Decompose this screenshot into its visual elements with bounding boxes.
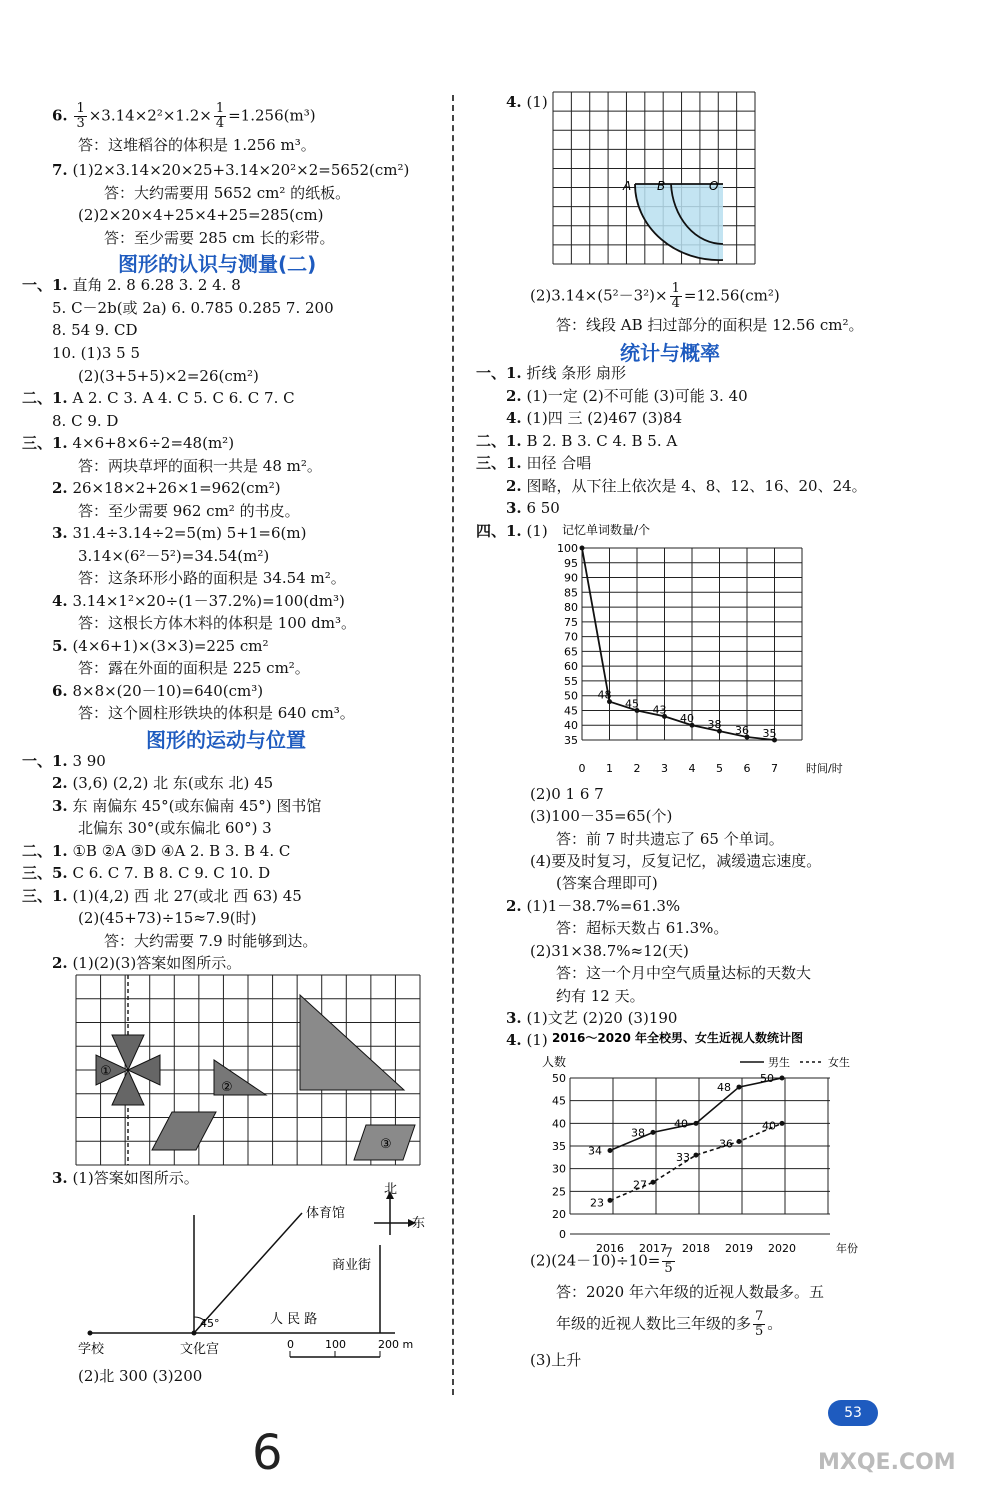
- answer-text: 答：线段 AB 扫过部分的面积是 12.56 cm²。: [556, 316, 864, 334]
- answer-line: 北偏东 30°(或东偏北 60°) 3: [78, 819, 272, 837]
- y-tick-label: 25: [552, 1185, 566, 1199]
- y-tick-label: 95: [564, 556, 578, 570]
- answer-line: 2. 图略，从下往上依次是 4、8、12、16、20、24。: [506, 477, 867, 495]
- answer-line: (2)(45+73)÷15≈7.9(时): [78, 909, 257, 927]
- data-label: 38: [707, 718, 722, 732]
- y-tick-label: 75: [564, 615, 578, 629]
- fraction: $\frac{7}{5}$: [664, 1246, 673, 1276]
- answer-text: 答：前 7 时共遗忘了 65 个单词。: [556, 830, 784, 848]
- compass-icon: [374, 1182, 425, 1235]
- svg-text:A: A: [623, 179, 632, 193]
- svg-text:100: 100: [325, 1338, 346, 1351]
- answer-line: (3)上升: [530, 1351, 582, 1369]
- section-title: 图形的认识与测量(二): [118, 252, 317, 276]
- data-label: 45: [625, 697, 639, 711]
- svg-text:B: B: [657, 179, 666, 193]
- answer-line: 2. (1)一定 (2)不可能 (3)可能 3. 40: [506, 387, 748, 405]
- data-label: 48: [717, 1081, 731, 1095]
- y-tick-label: 100: [557, 542, 578, 555]
- answer-line: (2)3.14×(5²－3²)× $\frac{1}{4}$ =12.56(cm²): [530, 281, 780, 311]
- answer-line: (2)0 1 6 7: [530, 785, 604, 803]
- fraction: $\frac{1}{3}$: [76, 101, 85, 131]
- series-line-male: [610, 1078, 782, 1151]
- data-label: 43: [652, 703, 667, 717]
- x-axis-label: 年份: [836, 1242, 858, 1255]
- answer-line: (2)(3+5+5)×2=26(cm²): [78, 367, 259, 385]
- answer-text: 答：大约需要 7.9 时能够到达。: [104, 932, 318, 950]
- answer-line: 5. C－2b(或 2a) 6. 0.785 0.285 7. 200: [52, 299, 334, 317]
- school-label: 学校: [78, 1342, 105, 1357]
- data-point: [608, 1148, 613, 1153]
- answer-line: 一、1. 3 90: [22, 752, 106, 770]
- answer-line: 3. (1)文艺 (2)20 (3)190: [506, 1009, 678, 1027]
- y-tick-label: 50: [564, 689, 578, 703]
- answer-line: (2)31×38.7%≈12(天): [530, 942, 689, 960]
- y-tick-label: 40: [552, 1117, 566, 1131]
- answer-line: 一、1. 直角 2. 8 6.28 3. 2 4. 8: [22, 276, 241, 294]
- gym-label: 体育馆: [306, 1206, 346, 1221]
- data-label: 35: [762, 727, 777, 740]
- legend-female: 女生: [828, 1056, 850, 1069]
- answer-line: 8. C 9. D: [52, 412, 119, 430]
- data-label: 40: [762, 1119, 776, 1133]
- legend-male: 男生: [768, 1056, 790, 1069]
- fraction: $\frac{1}{4}$: [215, 101, 225, 131]
- chart2-title: 2016～2020 年全校男、女生近视人数统计图: [552, 1031, 803, 1045]
- palace-label: 文化宫: [180, 1342, 220, 1357]
- data-label: 38: [631, 1126, 645, 1140]
- answer-line: 二、1. B 2. B 3. C 4. B 5. A: [476, 432, 678, 450]
- answer-line: 3. 东 南偏东 45°(或东偏南 45°) 图书馆: [52, 797, 322, 815]
- y-tick-label: 45: [552, 1094, 566, 1108]
- data-point: [694, 1121, 699, 1126]
- answer-line: 2. (1)(2)(3)答案如图所示。: [52, 954, 242, 972]
- answer-line: 2. (3,6) (2,2) 北 东(或东 北) 45: [52, 774, 274, 792]
- y-tick-label: 45: [564, 704, 578, 718]
- x-tick-label: 0: [578, 762, 586, 775]
- answer-line: 4. (1): [506, 93, 548, 111]
- data-point: [737, 1085, 742, 1090]
- y-tick-label: 20: [552, 1208, 566, 1221]
- answer-6-volume: 6. $\frac{1}{3}$ ×3.14×2²×1.2× $\frac{1}{4}$ =1.256(m³): [52, 101, 316, 131]
- x-tick-label: 2019: [725, 1242, 753, 1255]
- answer-line: 2. 26×18×2+26×1=962(cm²): [52, 479, 281, 497]
- answer-7: 7. (1)2×3.14×20×25+3.14×20²×2=5652(cm²): [52, 161, 410, 179]
- east-label: 东: [412, 1216, 426, 1231]
- data-label: 36: [735, 724, 749, 738]
- x-tick-label: 2020: [768, 1242, 796, 1255]
- y-tick-label: 90: [564, 571, 578, 585]
- x-tick-label: 2016: [596, 1242, 624, 1255]
- answer-line: 4. (1): [506, 1031, 548, 1049]
- data-point: [608, 1198, 613, 1203]
- data-point: [780, 1121, 785, 1126]
- y-tick-label: 30: [552, 1162, 566, 1176]
- data-label: 40: [674, 1117, 688, 1131]
- data-point: [737, 1139, 742, 1144]
- answer-line: 一、1. 折线 条形 扇形: [476, 364, 626, 382]
- scale-bar: [287, 1338, 413, 1357]
- y-tick-label: 35: [552, 1140, 566, 1153]
- arc-grid-figure: [553, 92, 755, 264]
- x-tick-label: 7: [771, 762, 778, 775]
- data-label: 23: [590, 1196, 604, 1210]
- answer-text: 答：这一个月中空气质量达标的天数大: [556, 964, 812, 982]
- watermark: MXQE.COM: [818, 1450, 956, 1475]
- svg-text:0: 0: [287, 1338, 294, 1351]
- answer-text: 答：露在外面的面积是 225 cm²。: [78, 659, 310, 677]
- answer-text: 年级的近视人数比三年级的多 $\frac{7}{5}$ 。: [556, 1309, 783, 1339]
- data-point: [694, 1153, 699, 1158]
- data-point: [651, 1130, 656, 1135]
- answer-line: 三、5. C 6. C 7. B 8. C 9. C 10. D: [22, 864, 271, 882]
- answer-text: 答：超标天数占 61.3%。: [556, 919, 729, 937]
- svg-text:200 m: 200 m: [378, 1338, 414, 1351]
- handwritten-mark: 6: [252, 1425, 283, 1481]
- answer-line: (3)100－35=65(个): [530, 807, 673, 825]
- answer-text: 答：这堆稻谷的体积是 1.256 m³。: [78, 136, 316, 154]
- transform-grid-figure: [76, 975, 420, 1165]
- y-tick-label: 35: [564, 734, 578, 747]
- forgetting-curve-chart: [552, 520, 862, 782]
- y-tick-label: 65: [564, 645, 578, 659]
- answer-text: 约有 12 天。: [556, 987, 645, 1005]
- section-title: 图形的运动与位置: [146, 728, 306, 752]
- answer-line: 三、1. 田径 合唱: [476, 454, 592, 472]
- answer-text: 答：这条环形小路的面积是 34.54 m²。: [78, 569, 346, 587]
- x-axis-label: 时间/时: [806, 762, 843, 775]
- large-triangle: [300, 995, 404, 1090]
- answer-text: 答：这根长方体木料的体积是 100 dm³。: [78, 614, 357, 632]
- page-number-badge: 53: [828, 1400, 878, 1426]
- fraction: $\frac{7}{5}$: [755, 1309, 764, 1339]
- answer-line: 3.14×(6²－5²)=34.54(m²): [78, 547, 270, 565]
- fraction: $\frac{1}{4}$: [671, 281, 680, 311]
- answer-line: (2)北 300 (3)200: [78, 1367, 203, 1385]
- answer-text: 答：2020 年六年级的近视人数最多。五: [556, 1283, 824, 1301]
- answer-line: 三、1. 4×6+8×6÷2=48(m²): [22, 434, 235, 452]
- data-label: 33: [676, 1151, 690, 1165]
- answer-line: 2. (1)1－38.7%=61.3%: [506, 897, 681, 915]
- answer-line: 四、1. (1): [476, 522, 548, 540]
- road-label: 人 民 路: [270, 1312, 318, 1327]
- y-tick-label: 50: [552, 1072, 566, 1085]
- label-3: ③: [380, 1137, 392, 1152]
- data-label: 34: [588, 1144, 602, 1158]
- answer-text: 答：两块草坪的面积一共是 48 m²。: [78, 457, 322, 475]
- data-label: 50: [760, 1072, 774, 1085]
- position-map-figure: [70, 1182, 440, 1365]
- x-tick-label: 6: [743, 762, 751, 775]
- y-tick-label: 85: [564, 586, 578, 600]
- x-tick-label: 2: [633, 762, 641, 775]
- x-tick-label: 2018: [682, 1242, 710, 1255]
- section-title: 统计与概率: [620, 341, 720, 365]
- answer-line: (4)要及时复习，反复记忆，减缓遗忘速度。: [530, 852, 822, 870]
- answer-line: 3. 6 50: [506, 499, 560, 517]
- answer-line: 二、1. ①B ②A ③D ④A 2. B 3. B 4. C: [22, 842, 291, 860]
- north-label: 北: [384, 1182, 398, 1197]
- street-label: 商业街: [332, 1258, 372, 1273]
- answer-line: 8. 54 9. CD: [52, 321, 138, 339]
- x-tick-label: 1: [606, 762, 613, 775]
- x-tick-label: 3: [661, 762, 668, 775]
- svg-text:O: O: [709, 179, 719, 193]
- myopia-line-chart: [538, 1030, 874, 1255]
- answer-line: 10. (1)3 5 5: [52, 344, 141, 362]
- y-tick-label: 80: [564, 601, 578, 615]
- answer-line: 3. 31.4÷3.14÷2=5(m) 5+1=6(m): [52, 524, 307, 542]
- answer-line: 4. (1)四 三 (2)467 (3)84: [506, 409, 683, 427]
- answer-line: 4. 3.14×1²×20÷(1－37.2%)=100(dm³): [52, 592, 345, 610]
- answer-line: 6. 8×8×(20－10)=640(cm³): [52, 682, 264, 700]
- y-tick-label: 0: [559, 1228, 566, 1241]
- data-point: [580, 546, 585, 551]
- answer-line: 5. (4×6+1)×(3×3)=225 cm²: [52, 637, 269, 655]
- label-1: ①: [100, 1064, 112, 1079]
- data-point: [780, 1076, 785, 1081]
- y-tick-label: 55: [564, 674, 578, 688]
- column-divider: [452, 95, 454, 1395]
- x-tick-label: 5: [716, 762, 723, 775]
- chart1-title: 记忆单词数量/个: [562, 523, 651, 537]
- data-label: 48: [597, 688, 612, 702]
- answer-line: 3. (1)答案如图所示。: [52, 1169, 199, 1187]
- answer-text: 答：大约需要用 5652 cm² 的纸板。: [104, 184, 351, 202]
- answer-text: (2)2×20×4+25×4+25=285(cm): [78, 206, 324, 224]
- data-label: 36: [719, 1137, 733, 1151]
- answer-text: 答：至少需要 285 cm 长的彩带。: [104, 229, 335, 247]
- answer-text: 答：至少需要 962 cm² 的书皮。: [78, 502, 300, 520]
- answer-line: 三、1. (1)(4,2) 西 北 27(或北 西 63) 45: [22, 887, 302, 905]
- label-2: ②: [221, 1080, 233, 1095]
- y-tick-label: 70: [564, 630, 578, 644]
- y-tick-label: 40: [564, 719, 578, 733]
- data-label: 40: [680, 712, 694, 726]
- data-point: [651, 1180, 656, 1185]
- answer-text: 答：这个圆柱形铁块的体积是 640 cm³。: [78, 704, 355, 722]
- answer-line: 二、1. A 2. C 3. A 4. C 5. C 6. C 7. C: [22, 389, 295, 407]
- angle-label: 45°: [200, 1317, 220, 1330]
- answer-line: (2)(24－10)÷10= $\frac{7}{5}$: [530, 1246, 673, 1276]
- x-tick-label: 4: [688, 762, 696, 775]
- x-tick-label: 2017: [639, 1242, 667, 1255]
- answer-line: (答案合理即可): [556, 874, 658, 892]
- y-tick-label: 60: [564, 660, 578, 674]
- y-axis-label: 人数: [542, 1055, 567, 1069]
- data-label: 27: [633, 1178, 647, 1192]
- swept-area: [635, 184, 723, 260]
- series-line: [582, 548, 775, 740]
